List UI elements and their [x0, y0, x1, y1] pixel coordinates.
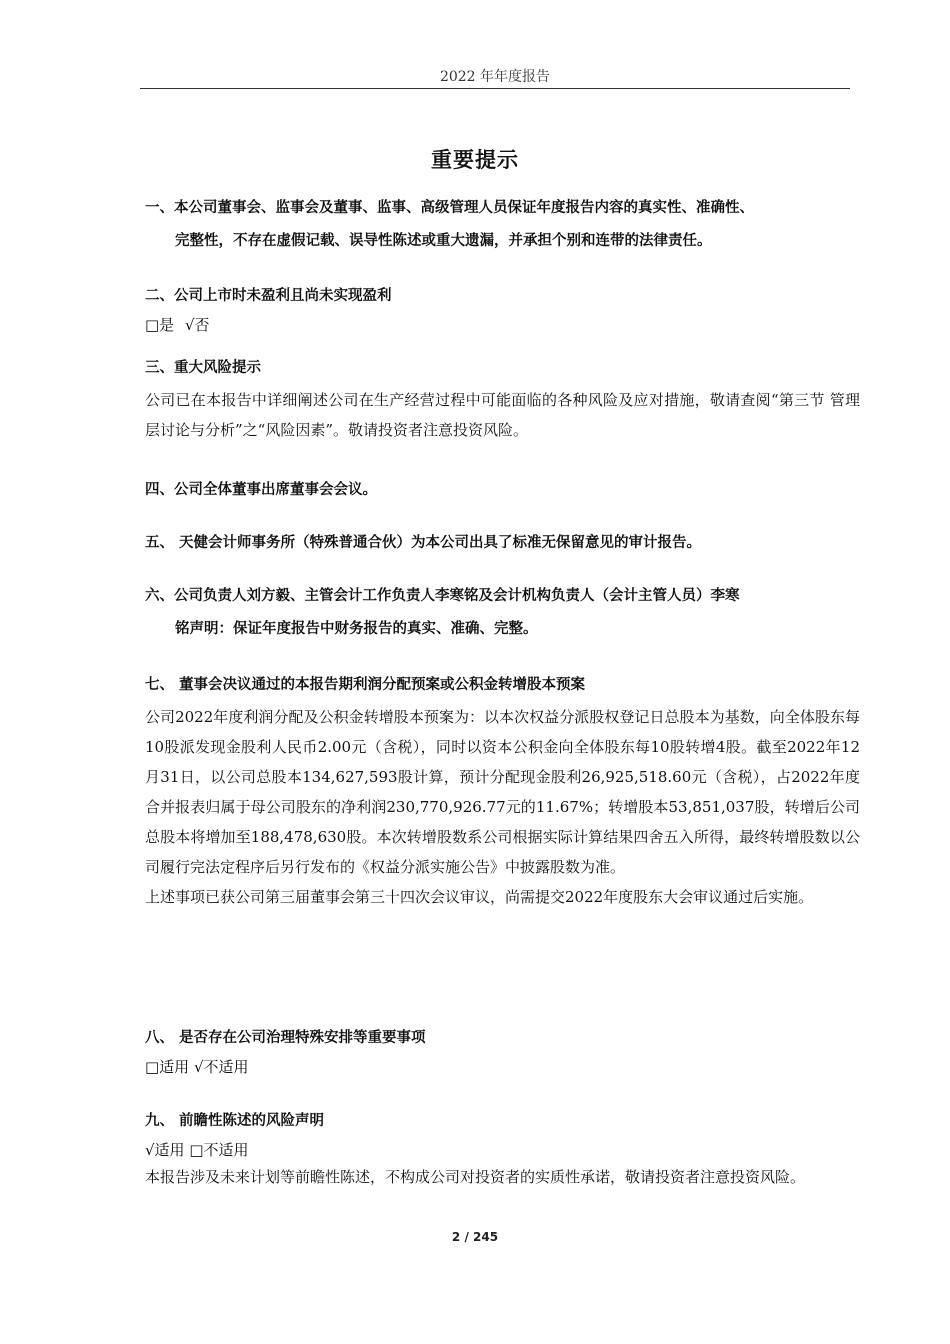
section-9-heading: 九、 前瞻性陈述的风险声明 [145, 1113, 325, 1129]
section-9 [145, 1105, 860, 1192]
section-7-heading: 七、 董事会决议通过的本报告期利润分配预案或公积金转增股本预案 [145, 677, 586, 693]
section-6-line1: 六、公司负责人刘方毅、主管会计工作负责人李寒铭及会计机构负责人（会计主管人员）李寒 [145, 588, 740, 604]
section-8-heading: 八、 是否存在公司治理特殊安排等重要事项 [145, 1030, 426, 1046]
option-yes: □是 [145, 316, 175, 334]
section-1-line2: 完整性，不存在虚假记载、误导性陈述或重大遗漏，并承担个别和连带的法律责任。 [175, 233, 712, 249]
section-4 [145, 474, 860, 507]
section-8 [145, 1022, 860, 1079]
section-5 [145, 527, 860, 560]
section-7 [145, 669, 860, 912]
section-4-heading: 四、公司全体董事出席董事会会议。 [145, 482, 377, 498]
section-2-options [145, 313, 860, 337]
section-9-paragraph: 本报告涉及未来计划等前瞻性陈述，不构成公司对投资者的实质性承诺，敬请投资者注意投资风险。 [145, 1168, 806, 1186]
section-8-options: □适用 √不适用 [145, 1058, 249, 1076]
section-2 [145, 280, 860, 337]
section-6-line2: 铭声明：保证年度报告中财务报告的真实、准确、完整。 [175, 621, 538, 637]
section-6 [145, 580, 860, 646]
section-3-paragraph: 公司已在本报告中详细阐述公司在生产经营过程中可能面临的各种风险及应对措施，敬请查阅“第三节 管理层讨论与分析”之“风险因素”。敬请投资者注意投资风险。 [145, 391, 860, 439]
section-2-heading: 二、公司上市时未盈利且尚未实现盈利 [145, 288, 392, 304]
option-no: √否 [184, 316, 210, 334]
section-6-heading [145, 580, 860, 646]
page-number: 2 / 245 [451, 1230, 499, 1244]
section-1-heading [145, 192, 860, 258]
section-7-paragraph-1: 公司2022年度利润分配及公积金转增股本预案为：以本次权益分派股权登记日总股本为基数，向全体股东每10股派发现金股利人民币2.00元（含税），同时以资本公积金向全体股东每10股转增4股。截至2022年12月31日，以公司总股本134,627,593股计算，预计分配现金股利26,925,518.60元（含税），占2022年度合并报表归属于母公司股东的净利润230,770,926.77元的11.67%；转增股本53,851,037股，转增后公司总股本将增加至188,478,630股。本次转增股数系公司根据实际计算结果四舍五入所得，最终转增股数以公司履行完法定程序后另行发布的《权益分派实施公告》中披露股数为准。 [145, 708, 860, 876]
section-9-options: √适用 □不适用 [145, 1141, 249, 1159]
section-1 [145, 192, 860, 258]
section-7-paragraph-2: 上述事项已获公司第三届董事会第三十四次会议审议，尚需提交2022年度股东大会审议通过后实施。 [145, 888, 814, 906]
section-1-line1: 一、本公司董事会、监事会及董事、监事、高级管理人员保证年度报告内容的真实性、准确性、 [145, 200, 754, 216]
header-rule [140, 88, 850, 89]
section-3 [145, 352, 860, 445]
section-3-heading: 三、重大风险提示 [145, 360, 261, 376]
section-5-heading: 五、 天健会计师事务所（特殊普通合伙）为本公司出具了标准无保留意见的审计报告。 [145, 535, 702, 551]
page-title: 重要提示 [431, 148, 519, 172]
page-header: 2022 年年度报告 [439, 69, 551, 85]
